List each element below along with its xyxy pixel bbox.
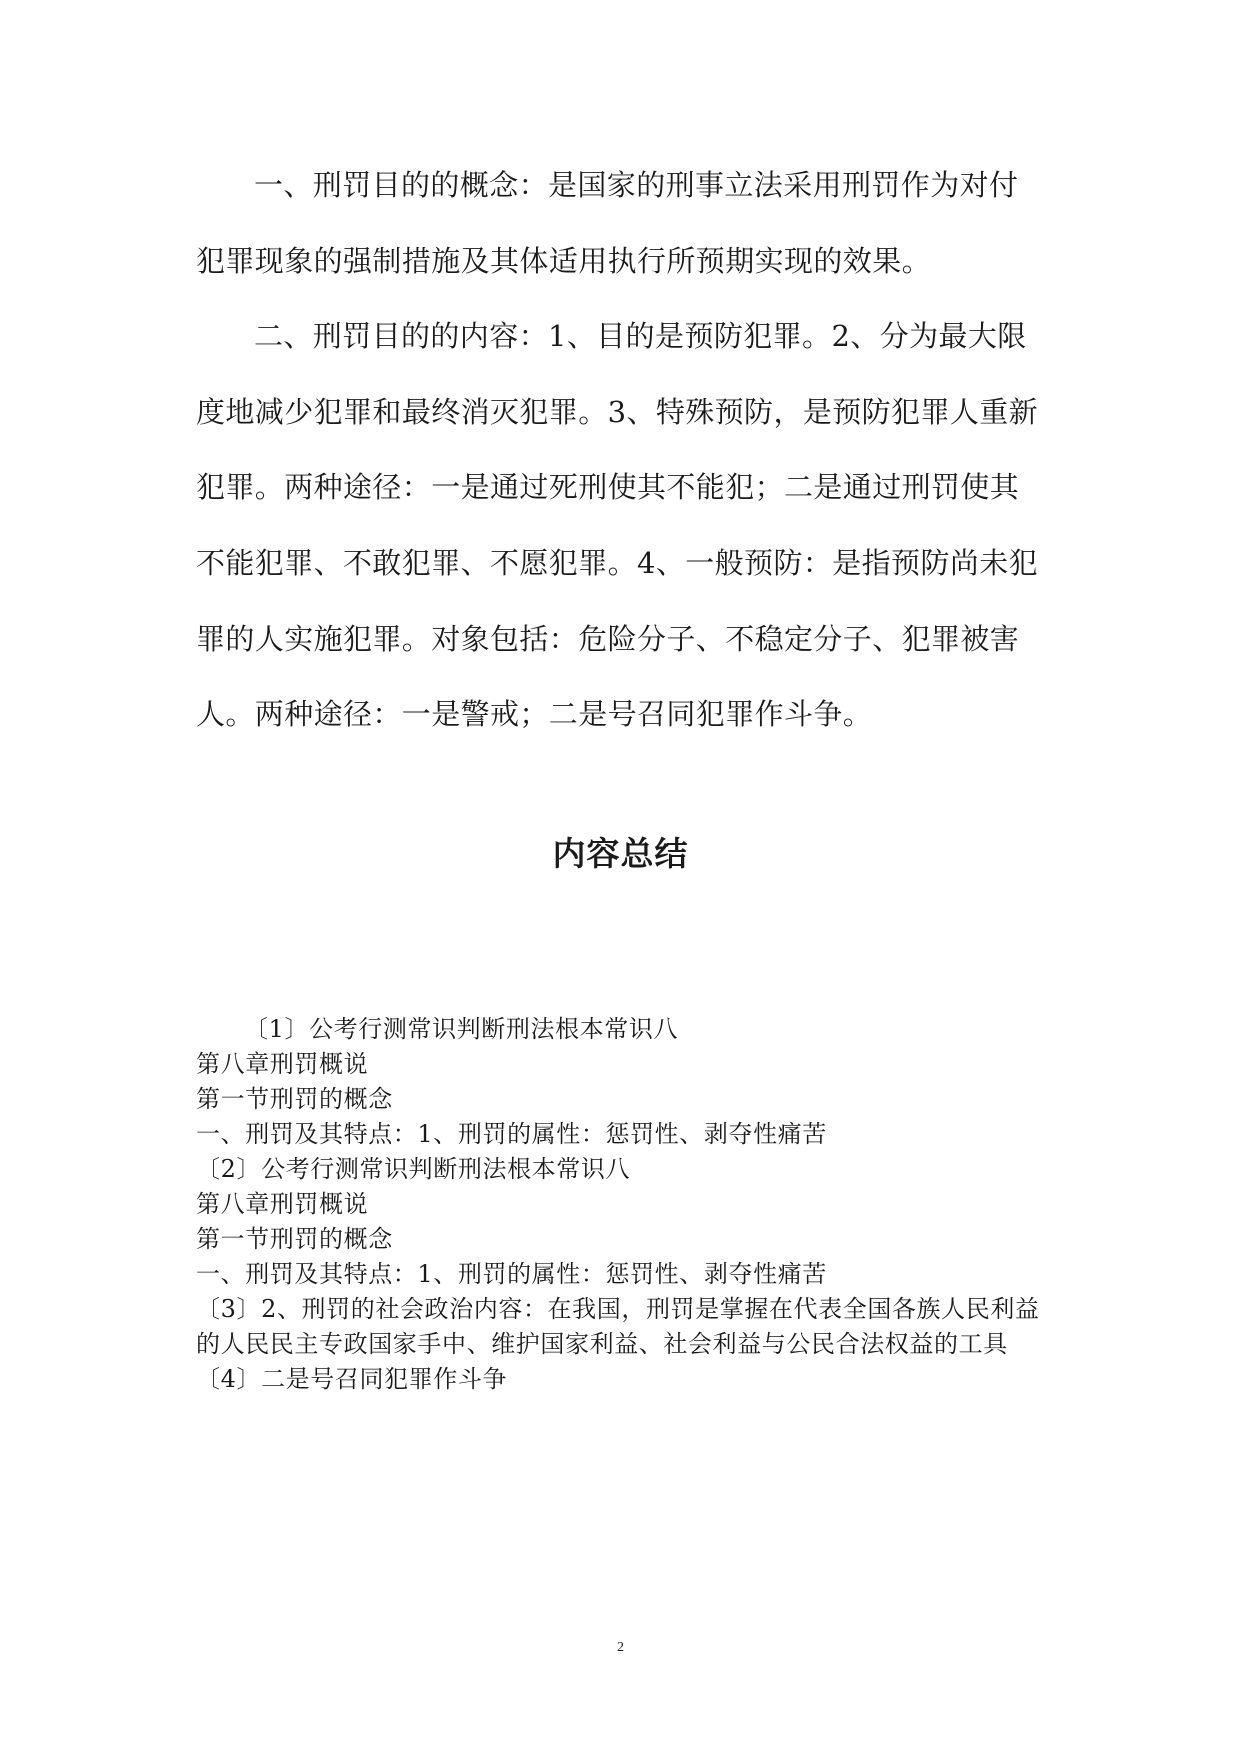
paragraph-penalty-purpose-content: 二、刑罚目的的内容：1、目的是预防犯罪。2、分为最大限度地减少犯罪和最终消灭犯罪。3、特殊预防，是预防犯罪人重新犯罪。两种途径：一是通过死刑使其不能犯；二是通过刑罚使其不能犯罪、不敢犯罪、不愿犯罪。4、一般预防：是指预防尚未犯罪的人实施犯罪。对象包括：危险分子、不稳定分子、犯罪被害人。两种途径：一是警戒；二是号召同犯罪作斗争。 xyxy=(196,319,1039,732)
summary-item-2 xyxy=(196,1152,1046,1292)
summary-line: 〔4〕二是号召同犯罪作斗争 xyxy=(196,1365,508,1393)
summary-line: 第一节刑罚的概念 xyxy=(196,1225,393,1253)
summary-item-3 xyxy=(196,1292,1046,1362)
summary-line: 〔2〕公考行测常识判断刑法根本常识八 xyxy=(196,1155,631,1183)
page-number: 2 xyxy=(617,1640,624,1655)
summary-line: 第八章刑罚概说 xyxy=(196,1050,369,1078)
summary-item-1 xyxy=(196,1012,1046,1152)
summary-line: 〔1〕公考行测常识判断刑法根本常识八 xyxy=(244,1015,679,1043)
summary-line: 一、刑罚及其特点：1、刑罚的属性：惩罚性、剥夺性痛苦 xyxy=(196,1120,827,1148)
summary-line: 一、刑罚及其特点：1、刑罚的属性：惩罚性、剥夺性痛苦 xyxy=(196,1260,827,1288)
summary-line: 〔3〕2、刑罚的社会政治内容：在我国，刑罚是掌握在代表全国各族人民利益的人民民主专政国家手中、维护国家利益、社会利益与公民合法权益的工具 xyxy=(196,1295,1040,1358)
summary-list xyxy=(196,1012,1046,1397)
body-text xyxy=(196,148,1046,753)
paragraph-penalty-purpose-concept: 一、刑罚目的的概念：是国家的刑事立法采用刑罚作为对付犯罪现象的强制措施及其体适用执行所预期实现的效果。 xyxy=(196,168,1019,278)
summary-line: 第八章刑罚概说 xyxy=(196,1190,369,1218)
summary-item-4 xyxy=(196,1362,1046,1397)
summary-title: 内容总结 xyxy=(552,834,689,873)
summary-line: 第一节刑罚的概念 xyxy=(196,1085,393,1113)
